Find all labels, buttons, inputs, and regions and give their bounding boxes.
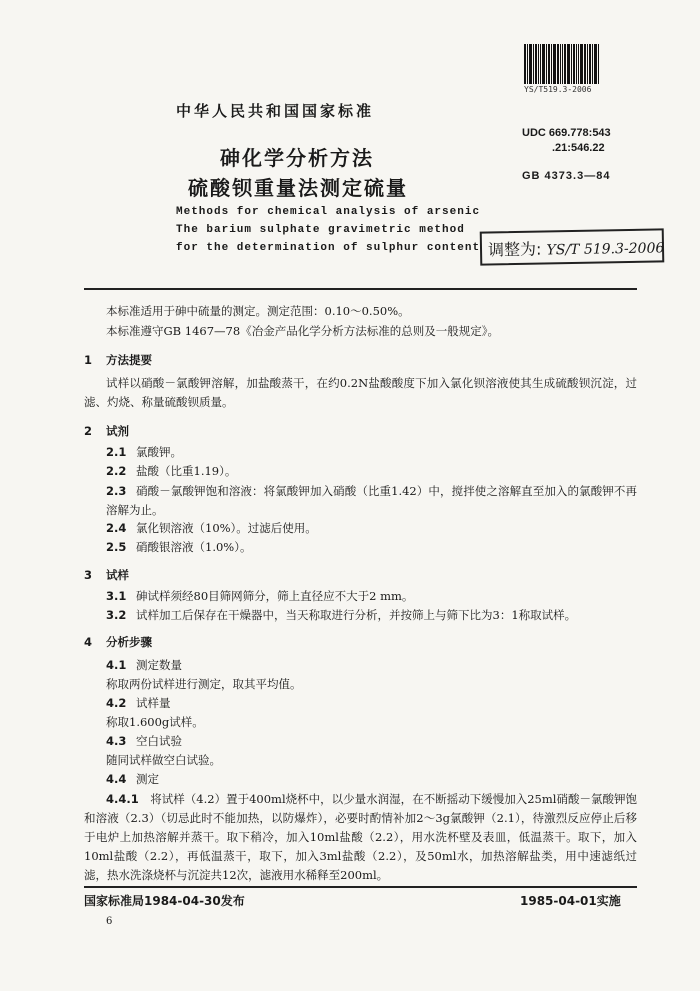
title-line-1: 砷化学分析方法 [220,146,374,170]
udc-line-2: .21:546.22 [552,142,605,154]
header-divider [84,288,637,290]
section-title: 试样 [106,568,129,582]
item-text: 砷试样须经80目筛网筛分，筛上直径应不大于2 mm。 [136,589,414,603]
section-title: 方法提要 [106,353,152,367]
item-number: 4.3 [106,734,127,748]
section-1-heading [84,352,152,368]
subsection-4-4-1 [84,790,637,885]
item-title: 试样量 [136,696,171,710]
subsection-4-2 [106,695,171,711]
item-text: 硝酸－氯酸钾饱和溶液：将氯酸钾加入硝酸（比重1.42）中，搅拌使之溶解直至加入的氯酸钾不再溶解为止。 [106,484,637,517]
item-text: 盐酸（比重1.19）。 [136,464,237,478]
issue-date: 国家标准局1984-04-30发布 [84,894,245,908]
subsection-4-3 [106,733,182,749]
item-number: 3.2 [106,608,127,622]
subsection-4-1-text: 称取两份试样进行测定，取其平均值。 [106,677,302,691]
item-text: 氯化钡溶液（10%）。过滤后使用。 [136,521,317,535]
item-text: 将试样（4.2）置于400ml烧杯中，以少量水润湿，在不断摇动下缓慢加入25ml硝酸－氯酸钾饱和溶液（2.3）（切忌此时不能加热，以防爆炸），必要时酌情补加2～3g氯酸钾（2.1），待激烈反应停止后移于电炉上加热溶解并蒸干。取下稍冷，加入10ml盐酸（2.2），用水洗杯壁及表皿，低温蒸干。取下，加入10ml盐酸（2.2），再低温蒸干，取下，加入3ml盐酸（2.2），及50ml水，加热溶解盐类，用中速滤纸过滤，热水洗涤烧杯与沉淀共12次，滤液用水稀释至200ml。 [84,792,637,882]
list-item [106,520,317,536]
item-number: 3.1 [106,589,127,603]
section-2-heading [84,423,129,439]
intro-reference: 本标准遵守GB 1467—78《冶金产品化学分析方法标准的总则及一般规定》。 [106,324,499,338]
barcode [524,44,606,84]
subsection-4-3-text: 随同试样做空白试验。 [106,753,221,767]
item-title: 空白试验 [136,734,182,748]
item-number: 2.4 [106,521,127,535]
section-number: 3 [84,568,93,582]
list-item [106,588,413,604]
item-text: 硝酸银溶液（1.0%）。 [136,540,252,554]
section-number: 2 [84,424,93,438]
section-title: 分析步骤 [106,635,152,649]
intro-scope: 本标准适用于砷中硫量的测定。测定范围：0.10～0.50%。 [106,304,410,318]
list-item [106,539,251,555]
list-item [106,482,637,520]
stamp-label: 调整为: [487,239,542,260]
barcode-number: YS/T519.3-2006 [524,85,592,94]
title-line-2: 硫酸钡重量法测定硫量 [188,176,408,200]
english-title-3: for the determination of sulphur content [176,242,481,254]
item-text: 试样加工后保存在干燥器中，当天称取进行分析，并按筛上与筛下比为3：1称取试样。 [136,608,577,622]
item-number: 4.4.1 [106,792,139,806]
gb-number: GB 4373.3—84 [522,170,611,182]
footer-divider [84,886,637,888]
english-title-1: Methods for chemical analysis of arsenic [176,206,481,218]
page-number: 6 [106,916,113,927]
english-title-2: The barium sulphate gravimetric method [176,224,465,236]
item-number: 4.4 [106,772,127,786]
stamp-handwritten: YS/T 519.3-2006 [546,240,665,259]
section-number: 1 [84,353,93,367]
effective-date: 1985-04-01实施 [520,894,621,908]
list-item [106,463,236,479]
list-item [106,607,576,623]
item-number: 4.1 [106,658,127,672]
item-number: 2.3 [106,484,127,498]
udc-line-1: UDC 669.778:543 [522,127,611,139]
subsection-4-2-text: 称取1.600g试样。 [106,715,204,729]
list-item [106,444,182,460]
standard-body: 中华人民共和国国家标准 [176,102,375,120]
section-number: 4 [84,635,93,649]
subsection-4-4 [106,771,159,787]
adjustment-stamp [480,228,665,265]
item-text: 氯酸钾。 [136,445,182,459]
udc-code [522,126,611,156]
section-3-heading [84,567,129,583]
item-title: 测定数量 [136,658,182,672]
subsection-4-1 [106,657,182,673]
section-1-text: 试样以硝酸－氯酸钾溶解，加盐酸蒸干，在约0.2N盐酸酸度下加入氯化钡溶液使其生成硫酸钡沉淀，过滤、灼烧、称量硫酸钡质量。 [84,376,637,409]
item-number: 4.2 [106,696,127,710]
item-number: 2.5 [106,540,127,554]
section-4-heading [84,634,152,650]
item-number: 2.2 [106,464,127,478]
item-number: 2.1 [106,445,127,459]
item-title: 测定 [136,772,159,786]
section-title: 试剂 [106,424,129,438]
